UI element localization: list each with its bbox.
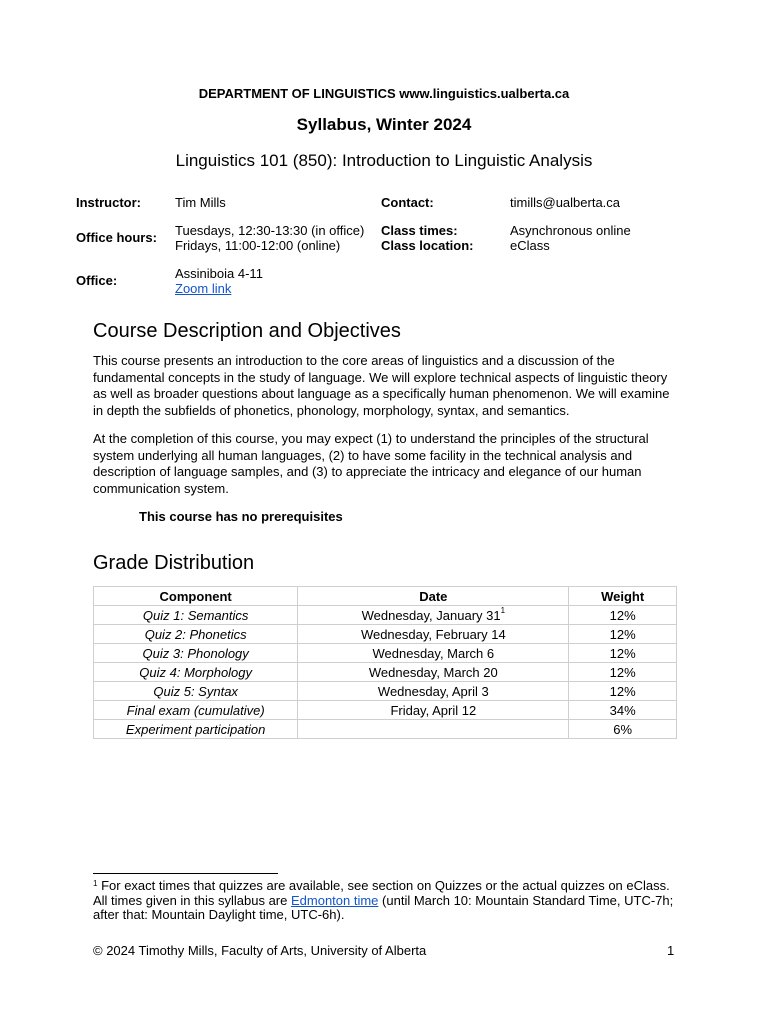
date-cell: Wednesday, April 3	[298, 682, 569, 701]
table-row	[94, 663, 677, 682]
component-cell: Quiz 4: Morphology	[94, 663, 298, 682]
footnote-ref: 1	[500, 605, 506, 615]
course-title: Linguistics 101 (850): Introduction to Linguistic Analysis	[175, 151, 593, 170]
description-paragraph-2: At the completion of this course, you may expect (1) to understand the principles of the structural system underlying all human languages, (2) to have some facility in the technical analysis and description of language samples, and (3) to appreciate the intricacy and elegance of our human communication system.	[93, 431, 649, 496]
component-cell: Quiz 3: Phonology	[94, 644, 298, 663]
footnote-text-1: For exact times that quizzes are available, see section on Quizzes or the actual quizzes on eClass. All times given in this syllabus are	[93, 878, 670, 908]
footer-copyright: © 2024 Timothy Mills, Faculty of Arts, University of Alberta	[93, 943, 427, 958]
weight-cell: 12%	[569, 682, 677, 701]
instructor-value: Tim Mills	[175, 195, 226, 210]
date-cell: Wednesday, February 14	[298, 625, 569, 644]
office-label: Office:	[76, 273, 118, 288]
instructor-label: Instructor:	[76, 195, 141, 210]
weight-cell: 6%	[569, 720, 677, 739]
grade-table-header-row	[94, 587, 677, 606]
class-times-label: Class times:	[381, 223, 458, 238]
table-row	[94, 682, 677, 701]
header-component: Component	[94, 587, 298, 606]
grade-table	[93, 586, 677, 739]
table-row	[94, 720, 677, 739]
class-location-value: eClass	[510, 238, 550, 253]
page-number: 1	[667, 943, 675, 958]
table-row	[94, 644, 677, 663]
weight-cell: 12%	[569, 606, 677, 625]
prerequisites-note: This course has no prerequisites	[139, 509, 343, 524]
weight-cell: 12%	[569, 625, 677, 644]
office-hours-label: Office hours:	[76, 230, 157, 245]
office-hours-line2: Fridays, 11:00-12:00 (online)	[175, 238, 341, 253]
footnote-text-2: (until March 10: Mountain Standard Time, UTC-7h; after that: Mountain Daylight time, UTC-6h).	[93, 892, 674, 922]
date-cell	[298, 720, 569, 739]
date-cell: Wednesday, January $31^1$	[298, 606, 569, 625]
date-cell: Wednesday, March 20	[298, 663, 569, 682]
footnote-marker: 1	[93, 879, 98, 888]
date-cell: Friday, April 12	[298, 701, 569, 720]
course-description-heading: Course Description and Objectives	[93, 320, 401, 342]
contact-value: timills@ualberta.ca	[510, 195, 621, 210]
description-paragraph-1: This course presents an introduction to the core areas of linguistics and a discussion of the fundamental concepts in the study of language. We will explore technical aspects of linguistic theory as well as broader questions about language as a specifically human phenomenon. We will examine in depth the subfields of phonetics, phonology, morphology, syntax, and semantics.	[93, 353, 670, 418]
component-cell: Quiz 5: Syntax	[94, 682, 298, 701]
table-row	[94, 625, 677, 644]
component-cell: Experiment participation	[94, 720, 298, 739]
footnote-divider	[93, 873, 278, 874]
table-row	[94, 701, 677, 720]
edmonton-time-link[interactable]: Edmonton time	[290, 892, 379, 908]
weight-cell: 34%	[569, 701, 677, 720]
component-cell: Quiz 2: Phonetics	[94, 625, 298, 644]
date-cell: Wednesday, March 6	[298, 644, 569, 663]
class-location-label: Class location:	[381, 238, 474, 253]
component-cell: Final exam (cumulative)	[94, 701, 298, 720]
grade-distribution-heading: Grade Distribution	[93, 552, 255, 574]
header-date: Date	[298, 587, 569, 606]
class-times-value: Asynchronous online	[510, 223, 631, 238]
component-cell: Quiz 1: Semantics	[94, 606, 298, 625]
department-header: DEPARTMENT OF LINGUISTICS www.linguistics.ualberta.ca	[198, 86, 570, 101]
weight-cell: 12%	[569, 644, 677, 663]
weight-cell: 12%	[569, 663, 677, 682]
office-value: Assiniboia 4-11	[175, 266, 263, 281]
contact-label: Contact:	[381, 195, 434, 210]
header-weight: Weight	[569, 587, 677, 606]
table-row	[94, 606, 677, 625]
footnote	[93, 879, 683, 923]
office-hours-line1: Tuesdays, 12:30-13:30 (in office)	[175, 223, 365, 238]
zoom-link[interactable]: Zoom link	[175, 281, 232, 296]
syllabus-title: Syllabus, Winter 2024	[296, 115, 472, 134]
